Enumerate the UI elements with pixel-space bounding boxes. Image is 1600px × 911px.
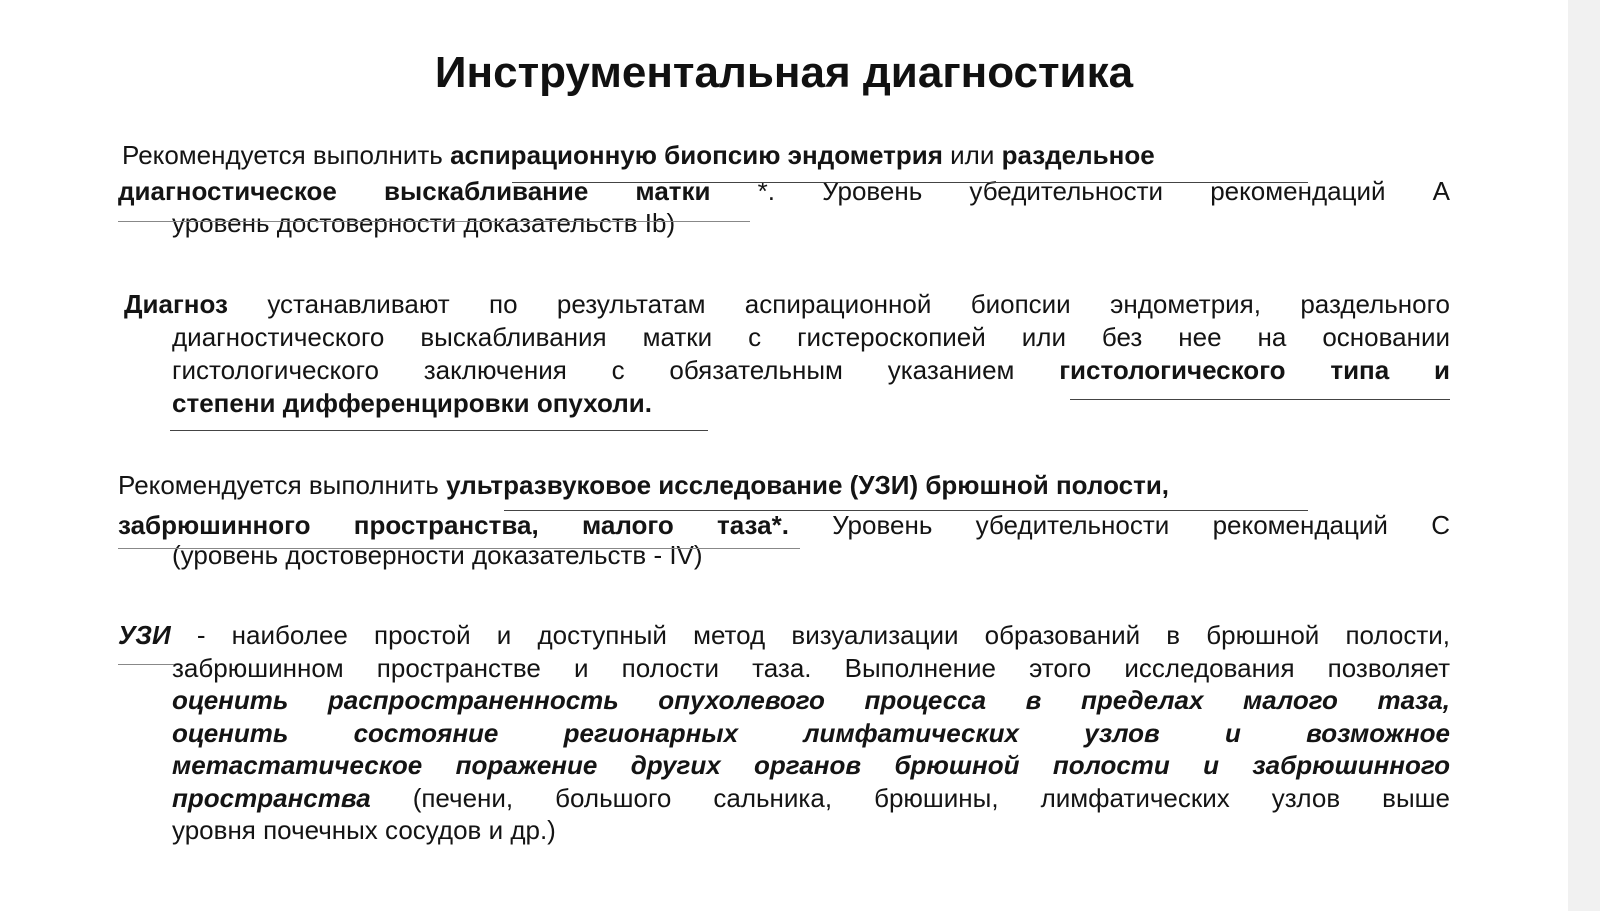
text-span: *. Уровень убедительности рекомендаций А <box>710 176 1450 206</box>
paragraph-ultrasound-description <box>118 619 1450 847</box>
paragraph-line <box>118 173 1450 209</box>
paragraph-line <box>118 321 1450 354</box>
text-span: уровень достоверности доказательств Ib) <box>172 208 676 238</box>
underline-rule <box>512 182 1308 183</box>
paragraph-endometrial-biopsy <box>118 137 1450 241</box>
paragraph-line <box>118 354 1450 387</box>
paragraph-line <box>118 652 1450 685</box>
bold-italic-text: метастатическое поражение других органов брюшной полости и забрюшинного <box>172 750 1450 780</box>
underline-rule <box>1070 399 1450 400</box>
paragraph-line <box>118 137 1450 173</box>
bold-term: ультразвуковое исследование (УЗИ) брюшной полости, <box>446 470 1170 500</box>
paragraph-diagnosis <box>118 288 1450 420</box>
bold-term: Диагноз <box>124 289 228 319</box>
paragraph-line <box>118 749 1450 782</box>
text-span: диагностического выскабливания матки с гистероскопией или без нее на основании <box>172 322 1450 352</box>
text-span: или <box>942 140 1002 170</box>
bold-italic-text: оценить состояние регионарных лимфатических узлов и возможное <box>172 717 1450 748</box>
paragraph-ultrasound-recommendation <box>118 466 1450 574</box>
text-span: (печени, большого сальника, брюшины, лимфатических узлов выше <box>370 782 1450 813</box>
text-span: уровня почечных сосудов и др.) <box>172 815 556 845</box>
bold-term: степени дифференцировки опухоли. <box>172 388 652 418</box>
paragraph-line <box>118 288 1450 321</box>
bold-term: гистологического типа и <box>1059 355 1450 385</box>
text-span: Рекомендуется выполнить <box>118 470 447 500</box>
text-span: забрюшинном пространстве и полости таза. Выполнение этого исследования позволяет <box>172 652 1450 683</box>
paragraph-line <box>118 717 1450 750</box>
underline-rule <box>504 510 1308 511</box>
underline-rule <box>118 221 750 222</box>
bold-italic-text: оценить распространенность опухолевого процесса в пределах малого таза, <box>172 685 1450 715</box>
underline-rule <box>118 664 174 665</box>
text-span: устанавливают по результатам аспирационной биопсии эндометрия, раздельного <box>227 289 1450 319</box>
paragraph-line <box>118 536 1450 574</box>
slide-title: Инструментальная диагностика <box>434 48 1134 97</box>
paragraph-line <box>118 387 1450 420</box>
paragraph-line <box>118 814 1450 847</box>
underline-rule <box>170 430 708 431</box>
paragraph-line <box>118 684 1450 717</box>
paragraph-line <box>118 205 1450 241</box>
text-span: гистологического заключения с обязательным указанием <box>172 355 1060 385</box>
paragraph-line <box>118 619 1450 652</box>
bold-term: аспирационную биопсию эндометрия <box>450 140 943 170</box>
paragraph-line <box>118 466 1450 504</box>
text-span: Уровень убедительности рекомендаций С <box>788 510 1450 540</box>
bold-term: раздельное <box>1001 140 1155 170</box>
underline-rule <box>118 548 800 549</box>
text-span: (уровень достоверности доказательств - IV) <box>172 540 703 570</box>
bold-term: УЗИ <box>118 620 171 650</box>
text-span: Рекомендуется выполнить <box>122 140 451 170</box>
bold-term: забрюшинного пространства, малого таза*. <box>118 510 789 540</box>
viewer-edge <box>1568 0 1600 911</box>
bold-term: диагностическое выскабливание матки <box>118 176 711 206</box>
text-span: - наиболее простой и доступный метод визуализации образований в брюшной полости, <box>170 620 1450 650</box>
bold-italic-text: пространства <box>172 782 371 813</box>
paragraph-line <box>118 782 1450 815</box>
